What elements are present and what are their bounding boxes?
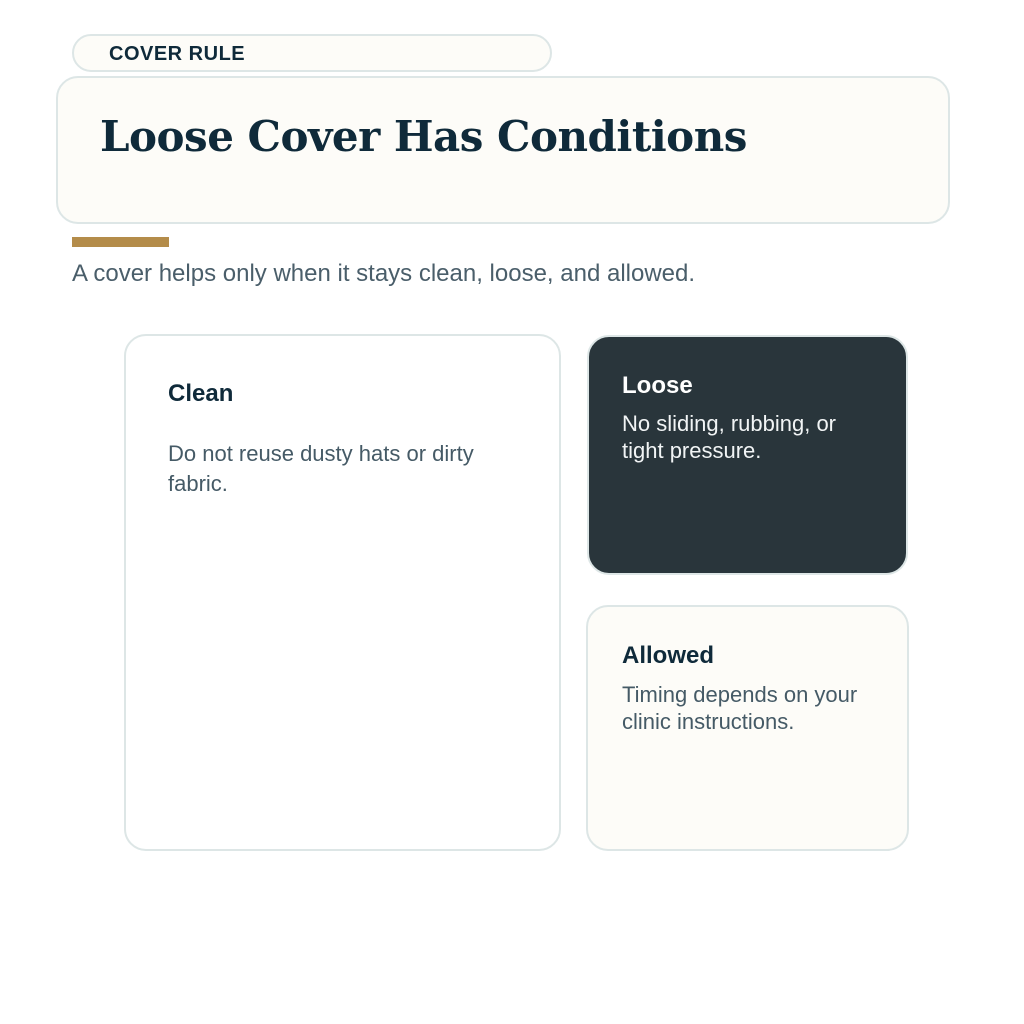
card-clean-title: Clean <box>168 380 234 407</box>
card-loose <box>587 335 908 575</box>
card-clean <box>124 334 561 851</box>
page-title: Loose Cover Has Conditions <box>100 112 747 161</box>
page-subtitle: A cover helps only when it stays clean, loose, and allowed. <box>72 260 696 287</box>
section-label: COVER RULE <box>72 34 552 72</box>
card-clean-body: Do not reuse dusty hats or dirty fabric. <box>168 441 474 496</box>
title-card <box>56 76 950 224</box>
card-loose-body: No sliding, rubbing, or tight pressure. <box>622 411 837 463</box>
card-loose-title: Loose <box>622 372 693 399</box>
accent-bar <box>72 237 169 247</box>
card-allowed-title: Allowed <box>622 642 715 669</box>
card-allowed-body: Timing depends on your clinic instructions. <box>622 682 858 734</box>
card-allowed <box>586 605 909 851</box>
